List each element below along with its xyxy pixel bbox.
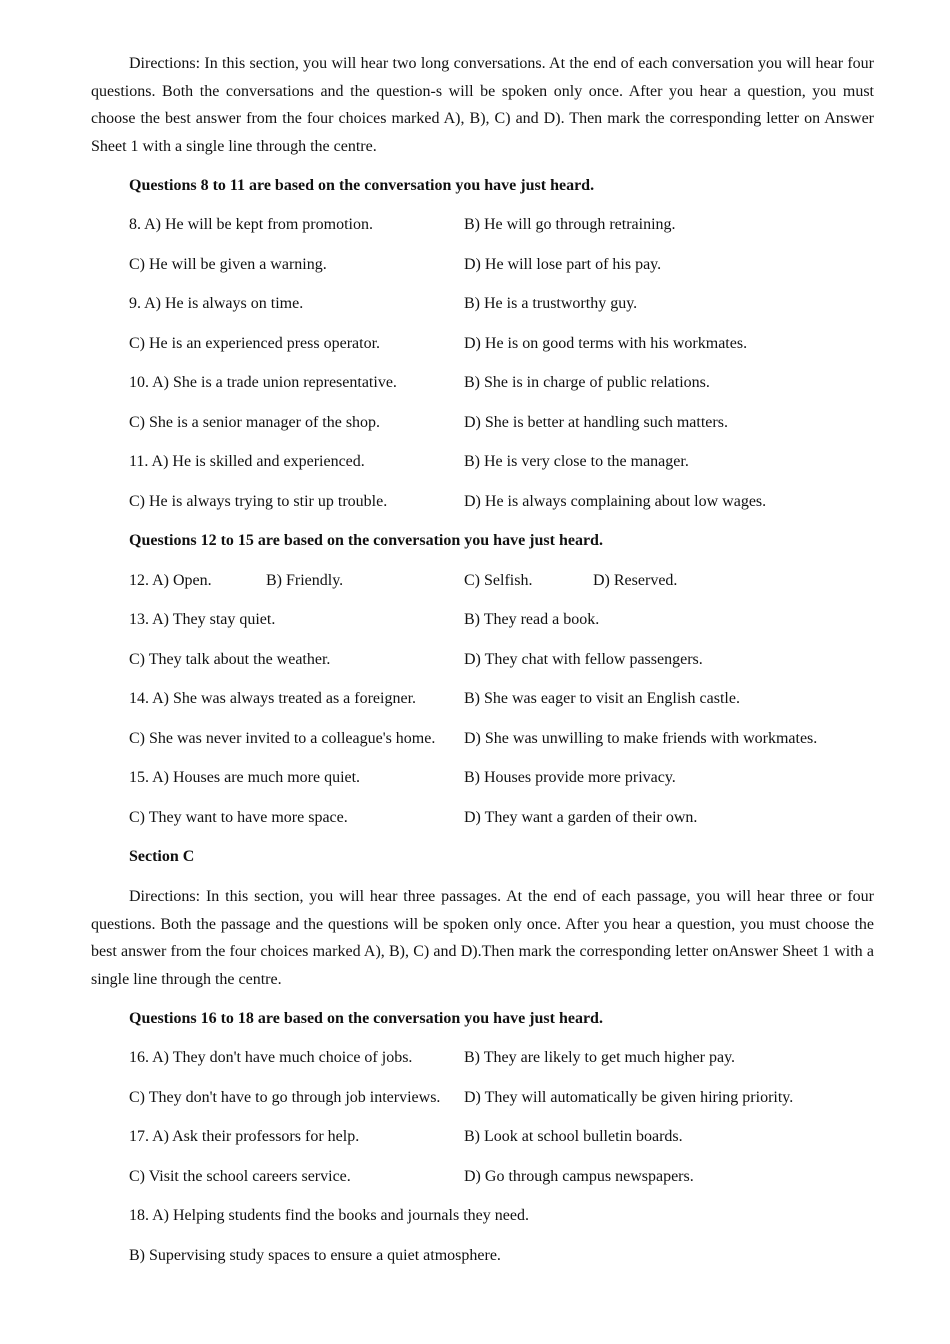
q17-option-b: B) Look at school bulletin boards. (464, 1128, 683, 1145)
q11-option-c: C) He is always trying to stir up trouble. (129, 493, 388, 510)
q12-option-a: 12. A) Open. (129, 572, 212, 589)
heading-questions-16-18: Questions 16 to 18 are based on the conversation you have just heard. (129, 1010, 603, 1027)
q15-option-a: 15. A) Houses are much more quiet. (129, 769, 361, 786)
q12-option-d: D) Reserved. (593, 572, 678, 589)
q8-option-d: D) He will lose part of his pay. (464, 256, 662, 273)
q8-option-b: B) He will go through retraining. (464, 216, 676, 233)
q9-option-b: B) He is a trustworthy guy. (464, 295, 638, 312)
q13-option-c: C) They talk about the weather. (129, 651, 331, 668)
q17-option-d: D) Go through campus newspapers. (464, 1168, 694, 1185)
q13-option-b: B) They read a book. (464, 611, 600, 628)
q10-option-c: C) She is a senior manager of the shop. (129, 414, 381, 431)
q11-option-d: D) He is always complaining about low wages. (464, 493, 767, 510)
q15-option-c: C) They want to have more space. (129, 809, 348, 826)
q9-option-a: 9. A) He is always on time. (129, 295, 304, 312)
q8-option-a: 8. A) He will be kept from promotion. (129, 216, 373, 233)
q18-option-b: B) Supervising study spaces to ensure a quiet atmosphere. (129, 1247, 501, 1264)
q14-option-d: D) She was unwilling to make friends with workmates. (464, 730, 818, 747)
q16-option-c: C) They don't have to go through job interviews. (129, 1089, 441, 1106)
q10-option-b: B) She is in charge of public relations. (464, 374, 710, 391)
q9-option-c: C) He is an experienced press operator. (129, 335, 381, 352)
q12-option-c: C) Selfish. (464, 572, 533, 589)
directions-paragraph-1: Directions: In this section, you will hear two long conversations. At the end of each conversation you will hear four questions. Both the conversations and the question-s will be spoken only once. After you hear a question, you must choose the best answer from the four choices marked A), B), C) and D). Then mark the corresponding letter on Answer Sheet 1 with a single line through the centre. (91, 55, 874, 155)
q14-option-a: 14. A) She was always treated as a foreigner. (129, 690, 417, 707)
q12-option-b: B) Friendly. (266, 572, 344, 589)
q15-option-b: B) Houses provide more privacy. (464, 769, 676, 786)
q11-option-b: B) He is very close to the manager. (464, 453, 689, 470)
heading-questions-8-11: Questions 8 to 11 are based on the conversation you have just heard. (129, 177, 595, 194)
q15-option-d: D) They want a garden of their own. (464, 809, 698, 826)
q17-option-a: 17. A) Ask their professors for help. (129, 1128, 360, 1145)
q8-option-c: C) He will be given a warning. (129, 256, 327, 273)
q14-option-b: B) She was eager to visit an English castle. (464, 690, 740, 707)
q10-option-d: D) She is better at handling such matters. (464, 414, 728, 431)
q16-option-b: B) They are likely to get much higher pay. (464, 1049, 736, 1066)
q10-option-a: 10. A) She is a trade union representative. (129, 374, 397, 391)
q9-option-d: D) He is on good terms with his workmates. (464, 335, 748, 352)
q11-option-a: 11. A) He is skilled and experienced. (129, 453, 365, 470)
q16-option-a: 16. A) They don't have much choice of jobs. (129, 1049, 413, 1066)
q13-option-d: D) They chat with fellow passengers. (464, 651, 703, 668)
section-c-title: Section C (129, 848, 195, 865)
q17-option-c: C) Visit the school careers service. (129, 1168, 351, 1185)
q14-option-c: C) She was never invited to a colleague's home. (129, 730, 436, 747)
directions-paragraph-2: Directions: In this section, you will hear three passages. At the end of each passage, you will hear three or four questions. Both the passage and the questions will be spoken only once. After you hear a question, you must choose the best answer from the four choices marked A), B), C) and D).Then mark the corresponding letter onAnswer Sheet 1 with a single line through the centre. (91, 888, 874, 988)
q16-option-d: D) They will automatically be given hiring priority. (464, 1089, 794, 1106)
q18-option-a: 18. A) Helping students find the books and journals they need. (129, 1207, 529, 1224)
q13-option-a: 13. A) They stay quiet. (129, 611, 276, 628)
heading-questions-12-15: Questions 12 to 15 are based on the conversation you have just heard. (129, 532, 603, 549)
